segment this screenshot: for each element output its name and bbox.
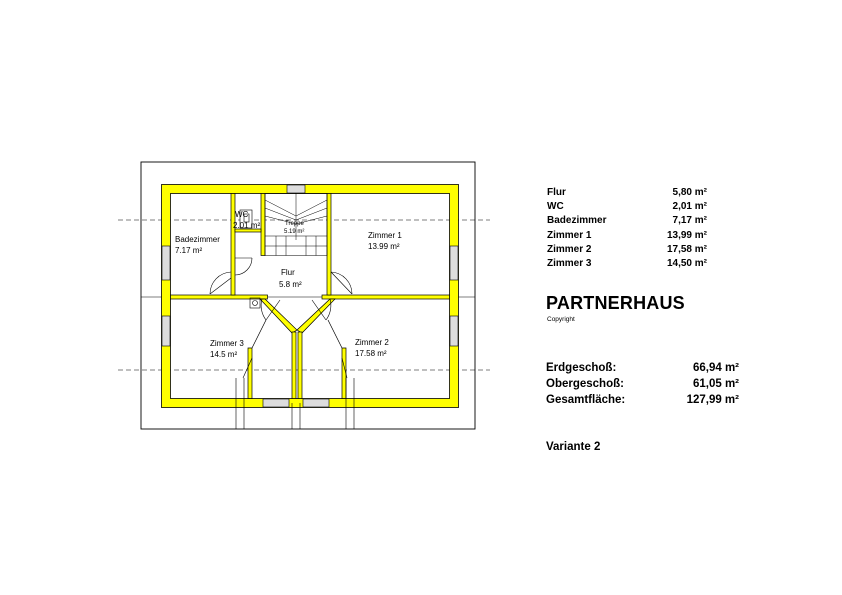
room-area-zimmer-1: 13.99 m² bbox=[368, 242, 400, 251]
room-area-flur: 5.8 m² bbox=[279, 280, 302, 289]
area-name: WC bbox=[547, 201, 564, 213]
area-name: Zimmer 1 bbox=[547, 229, 592, 241]
room-label-wc: WC bbox=[235, 210, 249, 219]
area-row-wc bbox=[547, 200, 707, 214]
room-area-badezimmer: 7.17 m² bbox=[175, 246, 203, 255]
area-totals bbox=[546, 360, 739, 408]
total-value: 127,99 m² bbox=[686, 394, 739, 406]
total-label: Obergeschoß: bbox=[546, 378, 624, 390]
room-area-zimmer-2: 17.58 m² bbox=[355, 349, 387, 358]
total-row-gesamtflaeche bbox=[546, 392, 739, 408]
room-label-treppe: Treppe bbox=[285, 221, 304, 227]
room-labels bbox=[175, 210, 402, 359]
total-value: 61,05 m² bbox=[692, 378, 739, 390]
area-name: Zimmer 2 bbox=[547, 243, 592, 255]
area-row-badezimmer bbox=[547, 214, 707, 228]
variant-label: Variante 2 bbox=[546, 441, 601, 453]
area-row-zimmer-2 bbox=[547, 243, 707, 257]
copyright-text: Copyright bbox=[547, 316, 575, 323]
total-row-erdgeschoss bbox=[546, 360, 739, 376]
room-label-badezimmer: Badezimmer bbox=[175, 235, 220, 244]
area-value: 13,99 m² bbox=[666, 229, 707, 241]
room-area-zimmer-3: 14.5 m² bbox=[210, 350, 238, 359]
area-value: 5,80 m² bbox=[672, 187, 707, 198]
area-row-zimmer-1 bbox=[547, 229, 707, 243]
total-label: Gesamtfläche: bbox=[546, 394, 626, 406]
total-value: 66,94 m² bbox=[692, 362, 739, 374]
room-label-zimmer-1: Zimmer 1 bbox=[368, 231, 402, 240]
total-row-obergeschoss bbox=[546, 376, 739, 392]
interior-walls bbox=[171, 194, 450, 399]
area-row-zimmer-3 bbox=[547, 257, 707, 271]
area-value: 7,17 m² bbox=[672, 215, 707, 227]
area-value: 2,01 m² bbox=[672, 201, 707, 213]
area-value: 14,50 m² bbox=[666, 257, 707, 269]
area-row-flur bbox=[547, 186, 707, 200]
room-label-zimmer-3: Zimmer 3 bbox=[210, 339, 244, 348]
total-label: Erdgeschoß: bbox=[546, 362, 617, 374]
area-value: 17,58 m² bbox=[666, 243, 707, 255]
room-area-wc: 2.01 m² bbox=[233, 221, 261, 230]
room-label-flur: Flur bbox=[281, 268, 295, 277]
area-name: Flur bbox=[547, 187, 566, 198]
room-label-zimmer-2: Zimmer 2 bbox=[355, 338, 389, 347]
area-name: Badezimmer bbox=[547, 215, 607, 227]
area-list bbox=[547, 186, 707, 271]
room-area-treppe: 5.19 m² bbox=[284, 229, 305, 235]
area-name: Zimmer 3 bbox=[547, 257, 592, 269]
brand-title: PARTNERHAUS bbox=[546, 293, 685, 313]
chimney-symbol bbox=[250, 298, 260, 308]
